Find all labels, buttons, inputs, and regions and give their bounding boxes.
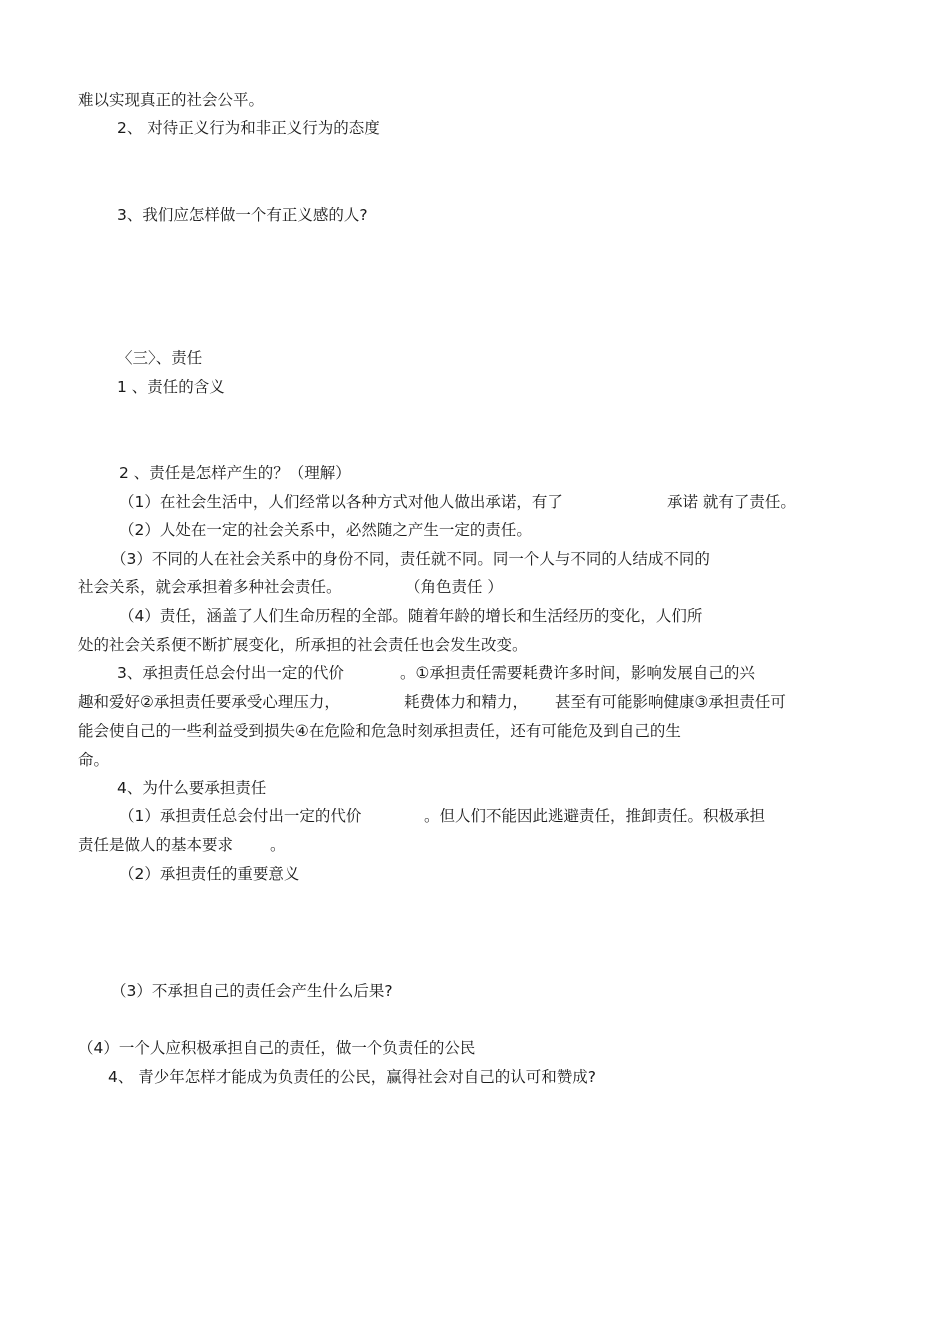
- text-line: 耗费体力和精力，: [404, 693, 529, 711]
- text-line: 能会使自己的一些利益受到损失④在危险和危急时刻承担责任，还有可能危及到自己的生: [78, 722, 681, 740]
- text-line: （4）一个人应积极承担自己的责任，做一个负责任的公民: [78, 1039, 476, 1057]
- text-line: 社会关系，就会承担着多种社会责任。: [78, 578, 342, 596]
- section-title: 〈三〉、责任: [117, 349, 203, 367]
- text-line: 甚至有可能影响健康③承担责任可: [555, 693, 786, 711]
- heading-line: 2、 对待正义行为和非正义行为的态度: [117, 119, 380, 137]
- text-line: （1）在社会生活中，人们经常以各种方式对他人做出承诺，有了: [119, 493, 563, 511]
- text-line: （2）承担责任的重要意义: [119, 865, 300, 883]
- text-line: 责任是做人的基本要求: [78, 836, 234, 854]
- heading-line: 1 、责任的含义: [117, 378, 225, 396]
- text-line: 命。: [78, 751, 110, 769]
- heading-line: 4、为什么要承担责任: [117, 779, 267, 797]
- text-line: 趣和爱好②承担责任要承受心理压力，: [78, 693, 340, 711]
- text-line: 。但人们不能因此逃避责任，推卸责任。积极承担: [424, 807, 766, 825]
- text-line: （3）不同的人在社会关系中的身份不同，责任就不同。同一个人与不同的人结成不同的: [111, 550, 710, 568]
- text-line: 难以实现真正的社会公平。: [78, 91, 265, 109]
- text-line: 。: [270, 836, 286, 854]
- heading-line: 3、承担责任总会付出一定的代价: [117, 664, 344, 682]
- text-line: （角色责任 ）: [405, 578, 503, 596]
- text-line: （4）责任，涵盖了人们生命历程的全部。随着年龄的增长和生活经历的变化，人们所: [119, 607, 703, 625]
- text-line: 。①承担责任需要耗费许多时间，影响发展自己的兴: [400, 664, 755, 682]
- heading-line: 2 、责任是怎样产生的？（理解）: [119, 464, 351, 482]
- text-line: 承诺 就有了责任。: [667, 493, 796, 511]
- text-line: （2）人处在一定的社会关系中，必然随之产生一定的责任。: [119, 521, 532, 539]
- heading-line: 3、我们应怎样做一个有正义感的人?: [117, 206, 368, 224]
- text-line: （1）承担责任总会付出一定的代价: [119, 807, 362, 825]
- text-line: 处的社会关系便不断扩展变化，所承担的社会责任也会发生改变。: [78, 636, 528, 654]
- heading-line: 4、 青少年怎样才能成为负责任的公民，赢得社会对自己的认可和赞成?: [108, 1068, 597, 1086]
- text-line: （3）不承担自己的责任会产生什么后果?: [111, 982, 393, 1000]
